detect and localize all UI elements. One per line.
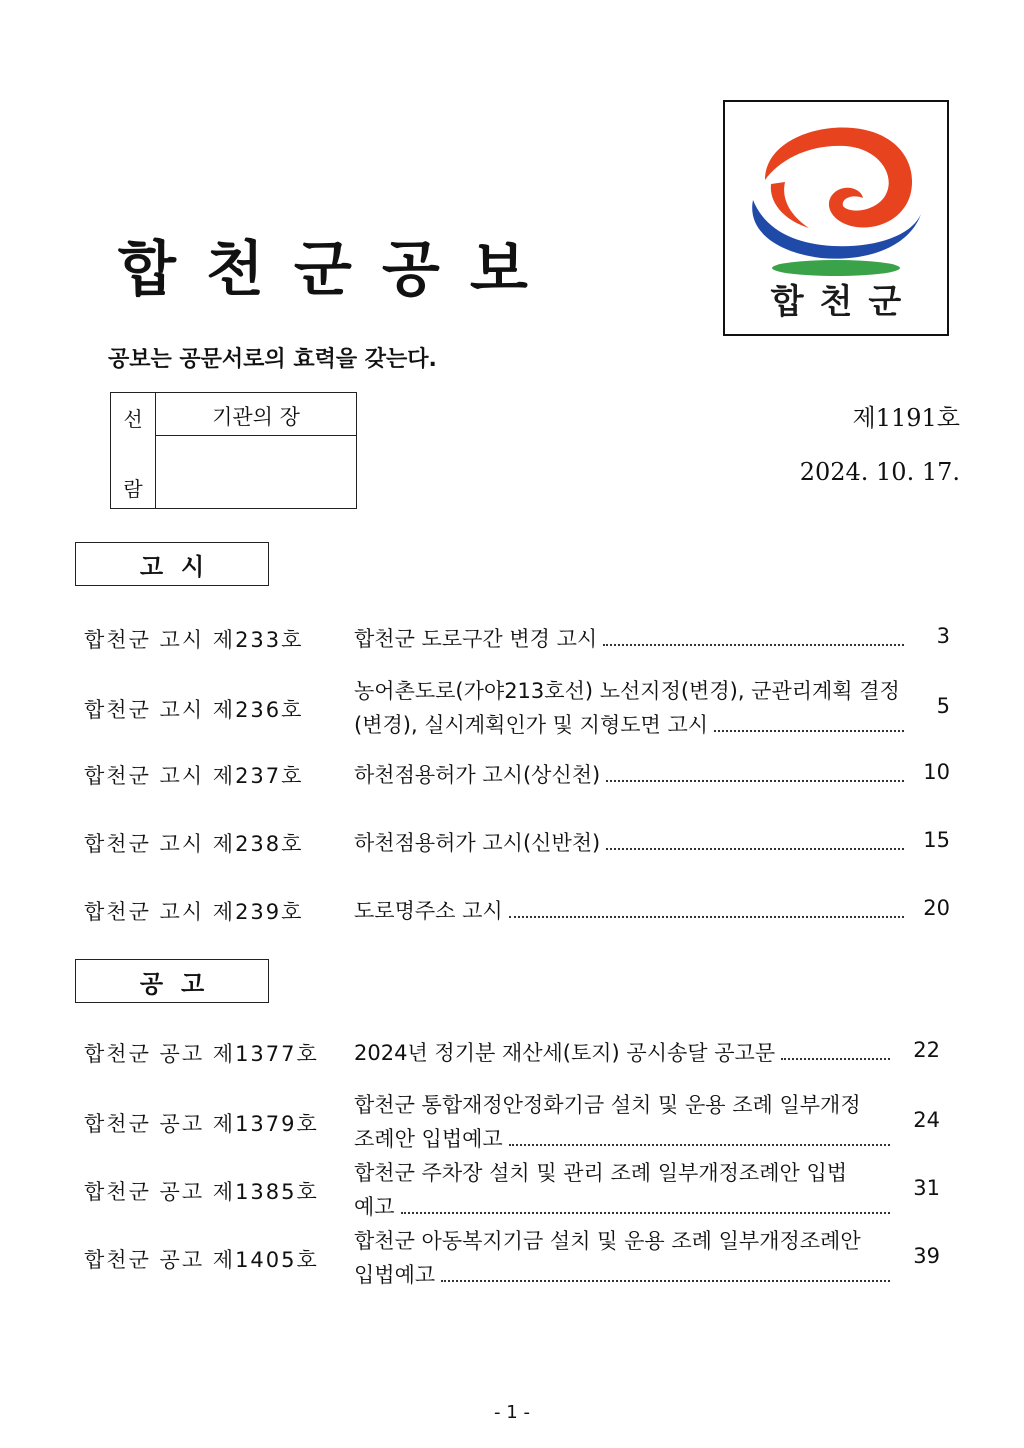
dot-leader — [606, 848, 904, 850]
review-head-cell: 기관의 장 — [212, 405, 300, 429]
entry-number: 합천군 고시 제238호 — [84, 832, 304, 856]
toc-entry[interactable] — [84, 1088, 964, 1156]
issue-date: 2024. 10. 17. — [799, 458, 960, 486]
toc-entry[interactable] — [84, 622, 964, 656]
toc-entry[interactable] — [84, 758, 964, 792]
entry-title-line: 합천군 통합재정안정화기금 설치 및 운용 조례 일부개정 — [354, 1093, 861, 1117]
entry-title-line: 합천군 도로구간 변경 고시 — [354, 627, 598, 651]
entry-title-line: 합천군 주차장 설치 및 관리 조례 일부개정조례안 입법 — [354, 1161, 848, 1185]
page-number: - 1 - — [494, 1402, 530, 1423]
entry-page: 5 — [936, 694, 950, 718]
entry-number: 합천군 고시 제239호 — [84, 900, 304, 924]
entry-title-line: 조례안 입법예고 — [354, 1127, 503, 1151]
entry-title-line: (변경), 실시계획인가 및 지형도면 고시 — [354, 713, 709, 737]
gazette-subtitle: 공보는 공문서로의 효력을 갖는다. — [108, 347, 437, 372]
review-stamp-table — [110, 392, 357, 509]
dot-leader — [441, 1280, 890, 1282]
toc-entry[interactable] — [84, 1156, 964, 1224]
entry-page: 3 — [936, 624, 950, 648]
entry-title-line: 하천점용허가 고시(상신천) — [354, 763, 601, 787]
gazette-title: 합천군공보 — [118, 235, 558, 305]
section-label-notices: 고시 — [75, 542, 269, 586]
entry-page: 22 — [913, 1038, 940, 1062]
entry-title-line: 도로명주소 고시 — [354, 899, 503, 923]
entry-page: 15 — [923, 828, 950, 852]
dot-leader — [714, 730, 904, 732]
entry-title-line: 입법예고 — [354, 1263, 436, 1287]
county-logo — [723, 100, 949, 336]
toc-entry[interactable] — [84, 674, 964, 742]
dot-leader — [603, 644, 904, 646]
entry-page: 20 — [923, 896, 950, 920]
entry-number: 합천군 공고 제1377호 — [84, 1042, 319, 1066]
entry-page: 10 — [923, 760, 950, 784]
toc-entry[interactable] — [84, 826, 964, 860]
entry-number: 합천군 공고 제1405호 — [84, 1248, 319, 1272]
entry-title-line: 하천점용허가 고시(신반천) — [354, 831, 601, 855]
issue-number: 제1191호 — [852, 404, 960, 432]
dot-leader — [401, 1212, 890, 1214]
entry-page: 24 — [913, 1108, 940, 1132]
review-label-top: 선 — [123, 407, 143, 431]
review-label-bottom: 람 — [123, 477, 143, 501]
entry-number: 합천군 공고 제1385호 — [84, 1180, 319, 1204]
entry-page: 31 — [913, 1176, 940, 1200]
entry-number: 합천군 고시 제236호 — [84, 698, 304, 722]
entry-number: 합천군 고시 제237호 — [84, 764, 304, 788]
dot-leader — [606, 780, 904, 782]
dot-leader — [781, 1058, 890, 1060]
entry-page: 39 — [913, 1244, 940, 1268]
toc-entry[interactable] — [84, 1224, 964, 1292]
toc-entry[interactable] — [84, 894, 964, 928]
section-label-announcements: 공고 — [75, 959, 269, 1003]
toc-entry[interactable] — [84, 1036, 964, 1070]
dot-leader — [509, 916, 904, 918]
dot-leader — [509, 1144, 890, 1146]
entry-title-line: 2024년 정기분 재산세(토지) 공시송달 공고문 — [354, 1041, 776, 1065]
entry-title-line: 농어촌도로(가야213호선) 노선지정(변경), 군관리계획 결정 — [354, 679, 900, 703]
entry-title-line: 합천군 아동복지기금 설치 및 운용 조례 일부개정조례안 — [354, 1229, 861, 1253]
entry-title-line: 예고 — [354, 1195, 395, 1219]
logo-text: 합천군 — [770, 282, 918, 322]
entry-number: 합천군 고시 제233호 — [84, 628, 304, 652]
entry-number: 합천군 공고 제1379호 — [84, 1112, 319, 1136]
